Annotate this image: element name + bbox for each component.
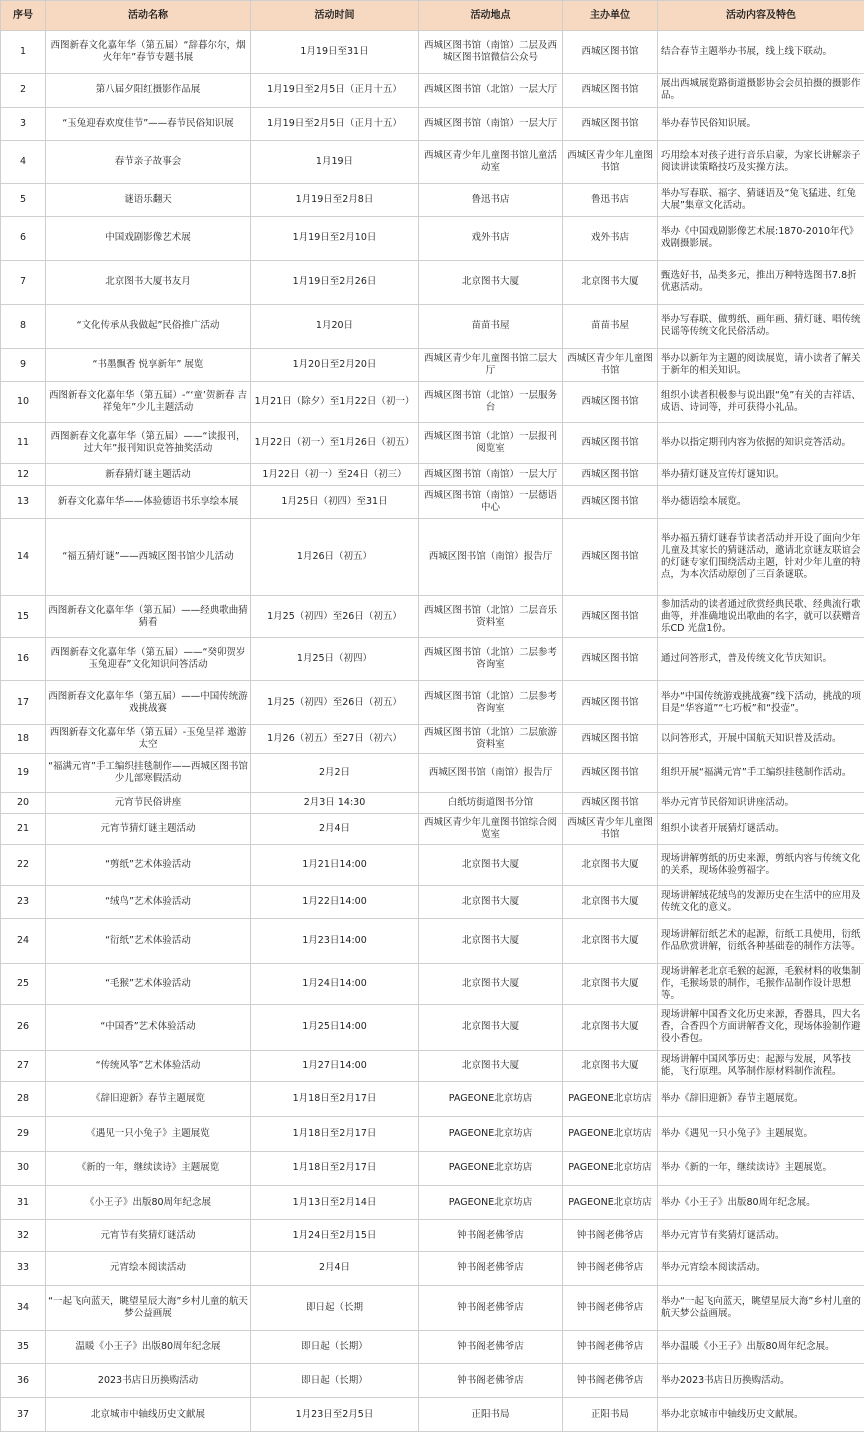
cell-place: 苗苗书屋 bbox=[419, 304, 563, 348]
table-row bbox=[1, 107, 864, 141]
cell-name: 元宵节猜灯谜主题活动 bbox=[46, 814, 251, 845]
cell-time: 1月22日（初一）至1月26日（初五） bbox=[251, 423, 419, 464]
cell-name: 元宵节有奖猜灯谜活动 bbox=[46, 1220, 251, 1252]
cell-time: 2月4日 bbox=[251, 814, 419, 845]
header-desc: 活动内容及特色 bbox=[658, 1, 864, 31]
cell-org: 北京图书大厦 bbox=[563, 1004, 658, 1050]
cell-no: 16 bbox=[1, 638, 46, 681]
cell-name: “书墨飘香 悦享新年” 展览 bbox=[46, 348, 251, 382]
cell-time: 1月24日14:00 bbox=[251, 964, 419, 1005]
cell-place: 北京图书大厦 bbox=[419, 964, 563, 1005]
cell-org: 北京图书大厦 bbox=[563, 964, 658, 1005]
table-row bbox=[1, 1330, 864, 1364]
cell-no: 37 bbox=[1, 1398, 46, 1432]
cell-no: 35 bbox=[1, 1330, 46, 1364]
cell-no: 25 bbox=[1, 964, 46, 1005]
cell-no: 20 bbox=[1, 792, 46, 813]
cell-no: 18 bbox=[1, 725, 46, 754]
cell-org: 西城区图书馆 bbox=[563, 31, 658, 74]
cell-time: 1月19日至2月8日 bbox=[251, 184, 419, 217]
cell-desc: 甄选好书，品类多元，推出万种特选图书7.8折优惠活动。 bbox=[658, 260, 864, 304]
cell-time: 1月20日至2月20日 bbox=[251, 348, 419, 382]
cell-desc: 举办元宵节民俗知识讲座活动。 bbox=[658, 792, 864, 813]
cell-time: 1月25（初四）至26日（初五） bbox=[251, 681, 419, 725]
table-row bbox=[1, 595, 864, 638]
cell-org: PAGEONE北京坊店 bbox=[563, 1185, 658, 1220]
cell-time: 1月19日至2月5日（正月十五） bbox=[251, 107, 419, 141]
cell-place: 鲁迅书店 bbox=[419, 184, 563, 217]
cell-desc: 举办《遇见一只小兔子》主题展览。 bbox=[658, 1117, 864, 1152]
cell-org: 西城区图书馆 bbox=[563, 792, 658, 813]
cell-desc: 举办北京城市中轴线历史文献展。 bbox=[658, 1398, 864, 1432]
cell-org: PAGEONE北京坊店 bbox=[563, 1081, 658, 1117]
cell-time: 1月25日（初四）至31日 bbox=[251, 486, 419, 519]
cell-org: 西城区图书馆 bbox=[563, 486, 658, 519]
table-row bbox=[1, 382, 864, 423]
cell-no: 36 bbox=[1, 1364, 46, 1398]
cell-org: 西城区图书馆 bbox=[563, 595, 658, 638]
cell-no: 28 bbox=[1, 1081, 46, 1117]
cell-org: 西城区图书馆 bbox=[563, 382, 658, 423]
cell-desc: 举办福五猜灯谜春节读者活动并开设了面向少年儿童及其家长的猜谜活动，邀请北京谜友联谊会的灯谜专家们围绕活动主题，针对少年儿童的特点，为本次活动原创了三百条谜联。 bbox=[658, 519, 864, 596]
cell-desc: 举办2023书店日历换购活动。 bbox=[658, 1364, 864, 1398]
cell-place: 西城区图书馆（北馆）二层参考咨询室 bbox=[419, 681, 563, 725]
cell-desc: 举办《小王子》出版80周年纪念展。 bbox=[658, 1185, 864, 1220]
cell-no: 32 bbox=[1, 1220, 46, 1252]
cell-time: 1月23日至2月5日 bbox=[251, 1398, 419, 1432]
cell-org: 钟书阁老佛爷店 bbox=[563, 1330, 658, 1364]
cell-name: 新春猜灯谜主题活动 bbox=[46, 463, 251, 485]
header-org: 主办单位 bbox=[563, 1, 658, 31]
cell-org: 钟书阁老佛爷店 bbox=[563, 1252, 658, 1286]
cell-time: 1月18日至2月17日 bbox=[251, 1081, 419, 1117]
cell-place: 正阳书局 bbox=[419, 1398, 563, 1432]
cell-place: 戏外书店 bbox=[419, 216, 563, 260]
cell-no: 2 bbox=[1, 73, 46, 107]
table-row bbox=[1, 814, 864, 845]
cell-desc: 举办写春联、做剪纸、画年画、猜灯谜、唱传统民谣等传统文化民俗活动。 bbox=[658, 304, 864, 348]
table-row bbox=[1, 1004, 864, 1050]
cell-time: 1月24日至2月15日 bbox=[251, 1220, 419, 1252]
cell-no: 12 bbox=[1, 463, 46, 485]
cell-desc: 举办温暖《小王子》出版80周年纪念展。 bbox=[658, 1330, 864, 1364]
cell-org: 钟书阁老佛爷店 bbox=[563, 1220, 658, 1252]
cell-place: PAGEONE北京坊店 bbox=[419, 1081, 563, 1117]
cell-name: 中国戏剧影像艺术展 bbox=[46, 216, 251, 260]
cell-place: 西城区图书馆（北馆）二层参考咨询室 bbox=[419, 638, 563, 681]
cell-time: 1月21日（除夕）至1月22日（初一） bbox=[251, 382, 419, 423]
cell-name: 谜语乐翻天 bbox=[46, 184, 251, 217]
cell-time: 1月19日 bbox=[251, 141, 419, 184]
cell-place: 钟书阁老佛爷店 bbox=[419, 1330, 563, 1364]
table-row bbox=[1, 304, 864, 348]
cell-desc: 组织开展“福满元宵”手工编织挂毯制作活动。 bbox=[658, 753, 864, 792]
table-row bbox=[1, 919, 864, 964]
table-row bbox=[1, 1398, 864, 1432]
table-row bbox=[1, 1081, 864, 1117]
cell-place: 北京图书大厦 bbox=[419, 844, 563, 885]
cell-place: 西城区图书馆（北馆）二层音乐资料室 bbox=[419, 595, 563, 638]
table-row bbox=[1, 885, 864, 919]
cell-name: 温暖《小王子》出版80周年纪念展 bbox=[46, 1330, 251, 1364]
cell-place: 西城区图书馆（南馆）二层及西城区图书馆微信公众号 bbox=[419, 31, 563, 74]
cell-no: 10 bbox=[1, 382, 46, 423]
cell-name: 《遇见一只小兔子》主题展览 bbox=[46, 1117, 251, 1152]
cell-time: 1月25（初四）至26日（初五） bbox=[251, 595, 419, 638]
cell-desc: 举办《新的一年，继续读诗》主题展览。 bbox=[658, 1151, 864, 1185]
cell-no: 13 bbox=[1, 486, 46, 519]
cell-no: 21 bbox=[1, 814, 46, 845]
table-row bbox=[1, 1285, 864, 1330]
cell-org: 西城区图书馆 bbox=[563, 107, 658, 141]
cell-name: 元宵绘本阅读活动 bbox=[46, 1252, 251, 1286]
cell-time: 1月26日（初五） bbox=[251, 519, 419, 596]
cell-name: “福满元宵”手工编织挂毯制作——西城区图书馆少儿部寒假活动 bbox=[46, 753, 251, 792]
cell-no: 1 bbox=[1, 31, 46, 74]
cell-place: 西城区图书馆（北馆）二层旅游资料室 bbox=[419, 725, 563, 754]
table-row bbox=[1, 463, 864, 485]
cell-org: 西城区青少年儿童图书馆 bbox=[563, 141, 658, 184]
table-row bbox=[1, 260, 864, 304]
cell-time: 1月19日至31日 bbox=[251, 31, 419, 74]
table-row bbox=[1, 1050, 864, 1081]
cell-name: 西图新春文化嘉年华（第五届）——“读报刊，过大年”报刊知识竞答抽奖活动 bbox=[46, 423, 251, 464]
cell-time: 1月20日 bbox=[251, 304, 419, 348]
cell-place: 西城区图书馆（南馆）一层德语中心 bbox=[419, 486, 563, 519]
cell-no: 26 bbox=[1, 1004, 46, 1050]
table-row bbox=[1, 1117, 864, 1152]
cell-time: 1月25日（初四） bbox=[251, 638, 419, 681]
cell-no: 23 bbox=[1, 885, 46, 919]
cell-org: 西城区青少年儿童图书馆 bbox=[563, 348, 658, 382]
cell-desc: 现场讲解中国风筝历史：起源与发展，风筝技能，飞行原理。风筝制作原材料制作流程。 bbox=[658, 1050, 864, 1081]
cell-name: 元宵节民俗讲座 bbox=[46, 792, 251, 813]
cell-org: 苗苗书屋 bbox=[563, 304, 658, 348]
cell-desc: 组织小读者开展猜灯谜活动。 bbox=[658, 814, 864, 845]
cell-desc: 现场讲解衍纸艺术的起源，衍纸工具使用，衍纸作品欣赏讲解，衍纸各种基础卷的制作方法等。 bbox=[658, 919, 864, 964]
cell-org: 西城区图书馆 bbox=[563, 725, 658, 754]
cell-desc: 现场讲解中国香文化历史来源，香器具，四大名香，合香四个方面讲解香文化，现场体验制作避役小香包。 bbox=[658, 1004, 864, 1050]
cell-time: 1月13日至2月14日 bbox=[251, 1185, 419, 1220]
cell-time: 2月4日 bbox=[251, 1252, 419, 1286]
table-row bbox=[1, 1151, 864, 1185]
cell-desc: 举办写春联、福字、猜谜语及“兔飞猛进、红兔大展”集章文化活动。 bbox=[658, 184, 864, 217]
cell-org: PAGEONE北京坊店 bbox=[563, 1117, 658, 1152]
cell-no: 19 bbox=[1, 753, 46, 792]
table-row bbox=[1, 753, 864, 792]
cell-place: 北京图书大厦 bbox=[419, 919, 563, 964]
cell-desc: 举办“一起飞向蓝天，眺望星辰大海”乡村儿童的航天梦公益画展。 bbox=[658, 1285, 864, 1330]
cell-no: 9 bbox=[1, 348, 46, 382]
cell-desc: 以问答形式，开展中国航天知识普及活动。 bbox=[658, 725, 864, 754]
cell-org: 钟书阁老佛爷店 bbox=[563, 1285, 658, 1330]
cell-org: 北京图书大厦 bbox=[563, 919, 658, 964]
cell-no: 31 bbox=[1, 1185, 46, 1220]
cell-name: 第八届夕阳红摄影作品展 bbox=[46, 73, 251, 107]
cell-desc: 举办猜灯谜及宣传灯谜知识。 bbox=[658, 463, 864, 485]
table-row bbox=[1, 31, 864, 74]
cell-no: 33 bbox=[1, 1252, 46, 1286]
cell-name: “剪纸”艺术体验活动 bbox=[46, 844, 251, 885]
cell-time: 1月18日至2月17日 bbox=[251, 1117, 419, 1152]
cell-desc: 参加活动的读者通过欣赏经典民歌、经典流行歌曲等，并准确地说出歌曲的名字，就可以获赠音乐CD 光盘1份。 bbox=[658, 595, 864, 638]
cell-place: 钟书阁老佛爷店 bbox=[419, 1252, 563, 1286]
cell-desc: 现场讲解剪纸的历史来源，剪纸内容与传统文化的关系，现场体验剪福字。 bbox=[658, 844, 864, 885]
table-body bbox=[1, 31, 864, 1432]
cell-time: 即日起（长期） bbox=[251, 1364, 419, 1398]
cell-place: PAGEONE北京坊店 bbox=[419, 1151, 563, 1185]
cell-no: 30 bbox=[1, 1151, 46, 1185]
cell-time: 2月2日 bbox=[251, 753, 419, 792]
cell-org: 鲁迅书店 bbox=[563, 184, 658, 217]
cell-name: “衍纸”艺术体验活动 bbox=[46, 919, 251, 964]
cell-time: 1月26（初五）至27日（初六） bbox=[251, 725, 419, 754]
cell-name: 《新的一年，继续读诗》主题展览 bbox=[46, 1151, 251, 1185]
cell-time: 2月3日 14:30 bbox=[251, 792, 419, 813]
cell-name: 新春文化嘉年华——体验德语书乐享绘本展 bbox=[46, 486, 251, 519]
cell-no: 29 bbox=[1, 1117, 46, 1152]
cell-time: 1月23日14:00 bbox=[251, 919, 419, 964]
cell-no: 7 bbox=[1, 260, 46, 304]
cell-name: “玉兔迎春欢度佳节”——春节民俗知识展 bbox=[46, 107, 251, 141]
cell-time: 1月19日至2月5日（正月十五） bbox=[251, 73, 419, 107]
cell-time: 即日起（长期） bbox=[251, 1330, 419, 1364]
cell-no: 11 bbox=[1, 423, 46, 464]
cell-org: 西城区图书馆 bbox=[563, 519, 658, 596]
cell-name: 《辞旧迎新》春节主题展览 bbox=[46, 1081, 251, 1117]
table-header-row bbox=[1, 1, 864, 31]
cell-org: 戏外书店 bbox=[563, 216, 658, 260]
cell-no: 15 bbox=[1, 595, 46, 638]
cell-name: 2023书店日历换购活动 bbox=[46, 1364, 251, 1398]
cell-desc: 巧用绘本对孩子进行音乐启蒙，为家长讲解亲子阅读讲读策略技巧及实操方法。 bbox=[658, 141, 864, 184]
cell-place: 钟书阁老佛爷店 bbox=[419, 1364, 563, 1398]
cell-org: 西城区图书馆 bbox=[563, 463, 658, 485]
cell-org: 西城区图书馆 bbox=[563, 638, 658, 681]
cell-place: 西城区图书馆（南馆）一层大厅 bbox=[419, 107, 563, 141]
table-row bbox=[1, 681, 864, 725]
cell-place: 钟书阁老佛爷店 bbox=[419, 1220, 563, 1252]
cell-org: PAGEONE北京坊店 bbox=[563, 1151, 658, 1185]
table-row bbox=[1, 486, 864, 519]
cell-name: 北京城市中轴线历史文献展 bbox=[46, 1398, 251, 1432]
cell-no: 8 bbox=[1, 304, 46, 348]
cell-name: “毛猴”艺术体验活动 bbox=[46, 964, 251, 1005]
cell-place: 北京图书大厦 bbox=[419, 1050, 563, 1081]
cell-place: 西城区图书馆（北馆）一层服务台 bbox=[419, 382, 563, 423]
cell-name: 西图新春文化嘉年华（第五届）——经典歌曲猜猜看 bbox=[46, 595, 251, 638]
cell-time: 1月21日14:00 bbox=[251, 844, 419, 885]
table-row bbox=[1, 725, 864, 754]
cell-time: 1月22日（初一）至24日（初三） bbox=[251, 463, 419, 485]
cell-org: 北京图书大厦 bbox=[563, 1050, 658, 1081]
cell-name: 春节亲子故事会 bbox=[46, 141, 251, 184]
cell-time: 1月19日至2月26日 bbox=[251, 260, 419, 304]
cell-name: 《小王子》出版80周年纪念展 bbox=[46, 1185, 251, 1220]
cell-place: 西城区青少年儿童图书馆综合阅览室 bbox=[419, 814, 563, 845]
cell-name: 北京图书大厦书友月 bbox=[46, 260, 251, 304]
cell-desc: 现场讲解老北京毛猴的起源，毛猴材料的收集制作，毛猴场景的制作，毛猴作品制作设计思想等。 bbox=[658, 964, 864, 1005]
cell-name: “文化传承从我做起”民俗推广活动 bbox=[46, 304, 251, 348]
cell-no: 24 bbox=[1, 919, 46, 964]
cell-name: “一起飞向蓝天，眺望星辰大海”乡村儿童的航天梦公益画展 bbox=[46, 1285, 251, 1330]
cell-name: 西图新春文化嘉年华（第五届）——“癸卯贺岁 玉兔迎春”文化知识问答活动 bbox=[46, 638, 251, 681]
cell-desc: 通过问答形式，普及传统文化节庆知识。 bbox=[658, 638, 864, 681]
cell-name: “福五猜灯谜”——西城区图书馆少儿活动 bbox=[46, 519, 251, 596]
header-time: 活动时间 bbox=[251, 1, 419, 31]
table-row bbox=[1, 1185, 864, 1220]
cell-place: 北京图书大厦 bbox=[419, 1004, 563, 1050]
cell-org: 北京图书大厦 bbox=[563, 885, 658, 919]
cell-org: 北京图书大厦 bbox=[563, 844, 658, 885]
cell-org: 正阳书局 bbox=[563, 1398, 658, 1432]
cell-time: 1月22日14:00 bbox=[251, 885, 419, 919]
cell-place: 西城区青少年儿童图书馆儿童活动室 bbox=[419, 141, 563, 184]
table-row bbox=[1, 216, 864, 260]
cell-place: 钟书阁老佛爷店 bbox=[419, 1285, 563, 1330]
cell-no: 22 bbox=[1, 844, 46, 885]
table-row bbox=[1, 1220, 864, 1252]
cell-no: 17 bbox=[1, 681, 46, 725]
cell-time: 1月25日14:00 bbox=[251, 1004, 419, 1050]
cell-desc: 组织小读者积极参与说出跟“兔”有关的吉祥话、成语、诗词等，并可获得小礼品。 bbox=[658, 382, 864, 423]
cell-no: 4 bbox=[1, 141, 46, 184]
cell-place: 西城区图书馆（南馆）报告厅 bbox=[419, 753, 563, 792]
table-row bbox=[1, 73, 864, 107]
cell-desc: 举办元宵节有奖猜灯谜活动。 bbox=[658, 1220, 864, 1252]
cell-desc: 举办“中国传统游戏挑战赛”线下活动，挑战的项目是“华容道”“七巧板”和“投壶”。 bbox=[658, 681, 864, 725]
cell-place: 北京图书大厦 bbox=[419, 885, 563, 919]
cell-name: “绒鸟”艺术体验活动 bbox=[46, 885, 251, 919]
cell-no: 34 bbox=[1, 1285, 46, 1330]
table-row bbox=[1, 519, 864, 596]
cell-time: 1月18日至2月17日 bbox=[251, 1151, 419, 1185]
table-row bbox=[1, 638, 864, 681]
cell-place: 西城区青少年儿童图书馆二层大厅 bbox=[419, 348, 563, 382]
header-place: 活动地点 bbox=[419, 1, 563, 31]
table-row bbox=[1, 1364, 864, 1398]
cell-no: 5 bbox=[1, 184, 46, 217]
cell-name: “中国香”艺术体验活动 bbox=[46, 1004, 251, 1050]
table-row bbox=[1, 423, 864, 464]
cell-place: 西城区图书馆（南馆）一层大厅 bbox=[419, 463, 563, 485]
cell-name: 西图新春文化嘉年华（第五届）-玉兔呈祥 遨游太空 bbox=[46, 725, 251, 754]
cell-name: 西图新春文化嘉年华（第五届）-“‘童’贺新春 吉祥兔年”少儿主题活动 bbox=[46, 382, 251, 423]
cell-time: 即日起（长期 bbox=[251, 1285, 419, 1330]
cell-no: 14 bbox=[1, 519, 46, 596]
cell-desc: 举办德语绘本展览。 bbox=[658, 486, 864, 519]
cell-org: 西城区图书馆 bbox=[563, 423, 658, 464]
header-no: 序号 bbox=[1, 1, 46, 31]
cell-no: 27 bbox=[1, 1050, 46, 1081]
cell-org: 西城区青少年儿童图书馆 bbox=[563, 814, 658, 845]
cell-org: 西城区图书馆 bbox=[563, 73, 658, 107]
table-row bbox=[1, 141, 864, 184]
cell-desc: 举办以新年为主题的阅读展览，请小读者了解关于新年的相关知识。 bbox=[658, 348, 864, 382]
cell-org: 西城区图书馆 bbox=[563, 681, 658, 725]
cell-name: 西图新春文化嘉年华（第五届）“辞暮尔尔，烟火年年”春节专题书展 bbox=[46, 31, 251, 74]
cell-place: 北京图书大厦 bbox=[419, 260, 563, 304]
cell-time: 1月19日至2月10日 bbox=[251, 216, 419, 260]
cell-name: 西图新春文化嘉年华（第五届）——中国传统游戏挑战赛 bbox=[46, 681, 251, 725]
cell-name: “传统风筝”艺术体验活动 bbox=[46, 1050, 251, 1081]
table-row bbox=[1, 792, 864, 813]
table-row bbox=[1, 184, 864, 217]
cell-place: PAGEONE北京坊店 bbox=[419, 1117, 563, 1152]
cell-no: 6 bbox=[1, 216, 46, 260]
cell-desc: 举办《中国戏剧影像艺术展:1870-2010年代》戏剧摄影展。 bbox=[658, 216, 864, 260]
cell-place: 西城区图书馆（南馆）报告厅 bbox=[419, 519, 563, 596]
header-name: 活动名称 bbox=[46, 1, 251, 31]
table-row bbox=[1, 1252, 864, 1286]
cell-desc: 结合春节主题举办书展，线上线下联动。 bbox=[658, 31, 864, 74]
cell-desc: 举办《辞旧迎新》春节主题展览。 bbox=[658, 1081, 864, 1117]
cell-desc: 现场讲解绒花绒鸟的发源历史在生活中的应用及传统文化的意义。 bbox=[658, 885, 864, 919]
cell-place: 白纸坊街道图书分馆 bbox=[419, 792, 563, 813]
cell-desc: 举办元宵绘本阅读活动。 bbox=[658, 1252, 864, 1286]
cell-place: 西城区图书馆（北馆）一层大厅 bbox=[419, 73, 563, 107]
cell-org: 西城区图书馆 bbox=[563, 753, 658, 792]
cell-desc: 展出西城展览路街道摄影协会会员拍摄的摄影作品。 bbox=[658, 73, 864, 107]
cell-org: 钟书阁老佛爷店 bbox=[563, 1364, 658, 1398]
table-row bbox=[1, 844, 864, 885]
cell-place: PAGEONE北京坊店 bbox=[419, 1185, 563, 1220]
cell-time: 1月27日14:00 bbox=[251, 1050, 419, 1081]
table-row bbox=[1, 348, 864, 382]
cell-place: 西城区图书馆（北馆）一层报刊阅览室 bbox=[419, 423, 563, 464]
table-row bbox=[1, 964, 864, 1005]
cell-org: 北京图书大厦 bbox=[563, 260, 658, 304]
cell-desc: 举办春节民俗知识展。 bbox=[658, 107, 864, 141]
cell-no: 3 bbox=[1, 107, 46, 141]
cell-desc: 举办以指定期刊内容为依据的知识竞答活动。 bbox=[658, 423, 864, 464]
